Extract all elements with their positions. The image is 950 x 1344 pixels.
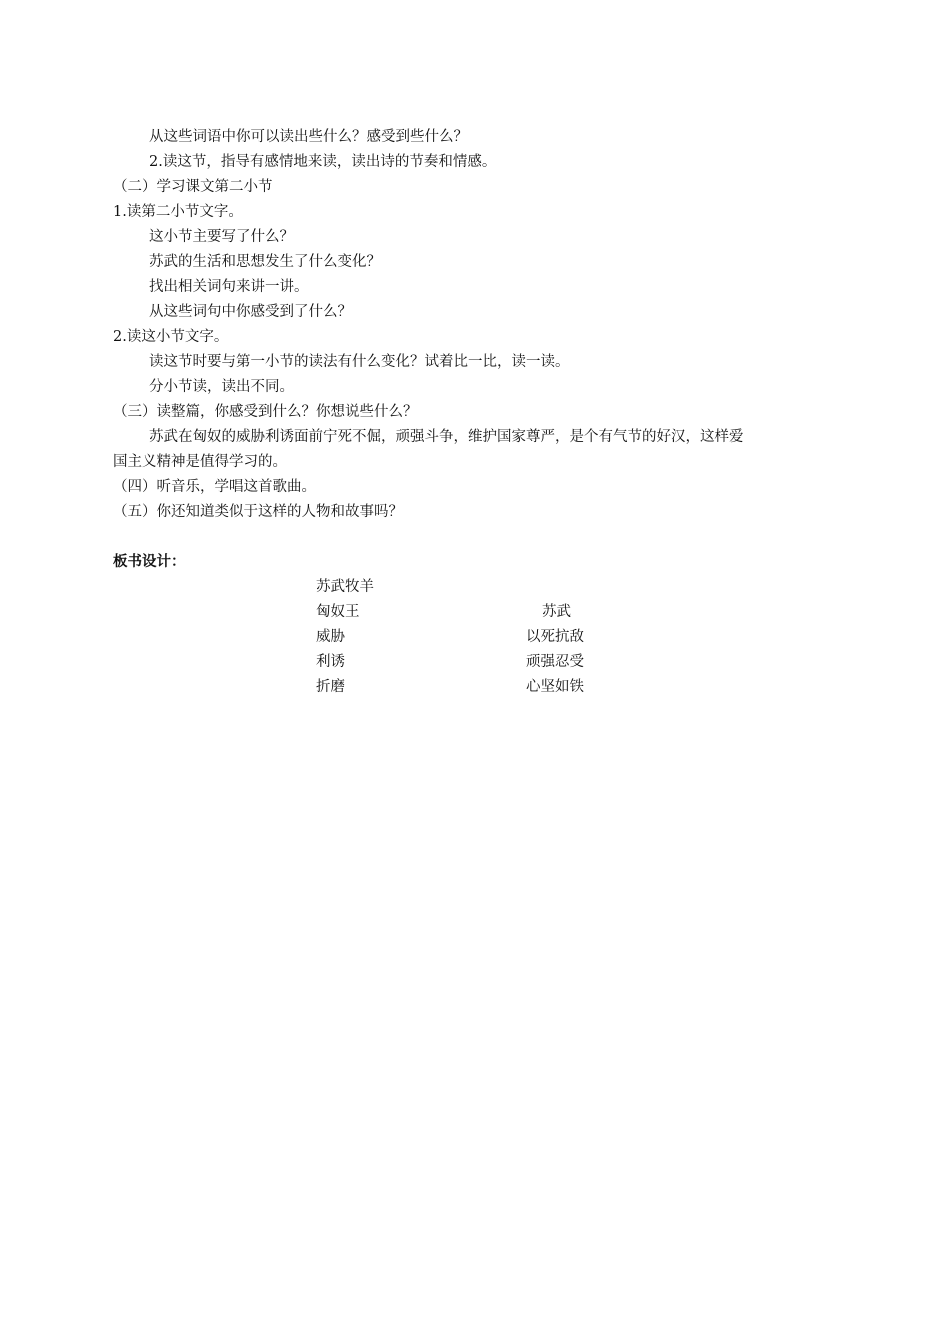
body-line-7: 找出相关词句来讲一讲。 — [149, 279, 309, 295]
body-line-5: 这小节主要写了什么？ — [149, 229, 294, 245]
body-line-11: 分小节读，读出不同。 — [149, 379, 294, 395]
body-line-13: 苏武在匈奴的威胁利诱面前宁死不倔，顽强斗争，维护国家尊严，是个有气节的好汉，这样爱 — [149, 429, 744, 445]
board-right-item: 心坚如铁 — [526, 679, 584, 695]
body-line-4: 1.读第二小节文字。 — [113, 204, 243, 220]
board-right-item: 以死抗敌 — [526, 629, 584, 645]
board-right-item: 顽强忍受 — [526, 654, 584, 670]
section-heading-3: （三）读整篇，你感受到什么？你想说些什么？ — [113, 404, 418, 420]
section-heading-2: （二）学习课文第二小节 — [113, 179, 273, 195]
board-left-item: 威胁 — [316, 629, 345, 645]
body-line-10: 读这节时要与第一小节的读法有什么变化？试着比一比，读一读。 — [149, 354, 570, 370]
board-left-item: 利诱 — [316, 654, 345, 670]
board-left-item: 匈奴王 — [316, 604, 360, 620]
board-left-item: 折磨 — [316, 679, 345, 695]
body-line-6: 苏武的生活和思想发生了什么变化？ — [149, 254, 381, 270]
body-line-9: 2.读这小节文字。 — [113, 329, 229, 345]
body-line-2: 2.读这节，指导有感情地来读，读出诗的节奏和情感。 — [149, 154, 497, 170]
body-line-8: 从这些词句中你感受到了什么？ — [149, 304, 352, 320]
body-line-1: 从这些词语中你可以读出些什么？感受到些什么？ — [149, 129, 468, 145]
board-heading: 板书设计： — [113, 553, 186, 570]
body-line-14: 国主义精神是值得学习的。 — [113, 454, 287, 470]
section-heading-5: （五）你还知道类似于这样的人物和故事吗？ — [113, 504, 403, 520]
board-title: 苏武牧羊 — [316, 579, 374, 595]
board-right-item: 苏武 — [542, 604, 571, 620]
section-heading-4: （四）听音乐，学唱这首歌曲。 — [113, 479, 316, 495]
